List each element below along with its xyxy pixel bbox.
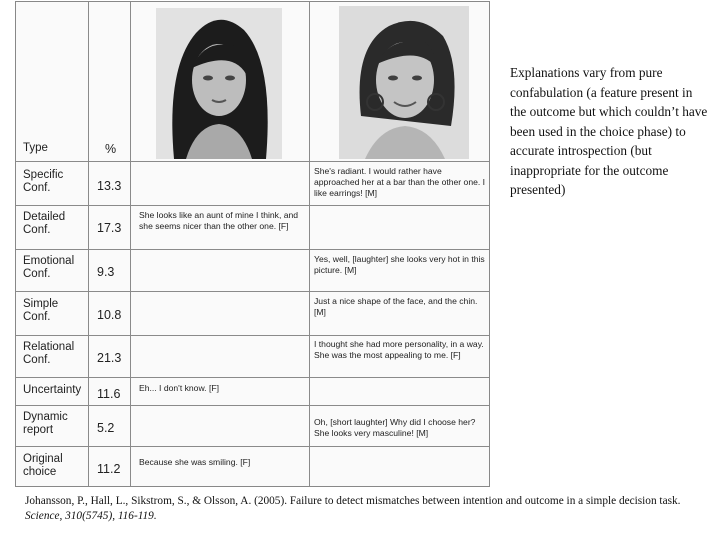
row-divider bbox=[16, 377, 489, 378]
row-left-quote: Because she was smiling. [F] bbox=[139, 457, 251, 467]
row-divider bbox=[16, 249, 489, 250]
explanation-text: Explanations vary from pure confabulation (a feature present in the outcome but which couldn’t have been used in the choice phase) to accurate introspection (but inappropriate for the outcome presented) bbox=[510, 65, 708, 197]
row-right-quote: Oh, [short laughter] Why did I choose her? She looks very masculine! [M] bbox=[314, 417, 476, 438]
row-percent: 9.3 bbox=[97, 265, 115, 279]
right-face-photo bbox=[339, 6, 469, 159]
row-right-quote: Just a nice shape of the face, and the chin. [M] bbox=[314, 296, 478, 317]
row-divider bbox=[16, 335, 489, 336]
row-divider bbox=[16, 291, 489, 292]
citation bbox=[25, 494, 705, 524]
row-percent: 10.8 bbox=[97, 308, 122, 322]
citation-authors: Johansson, P., Hall, L., Sikstrom, S., & Olsson, A. (2005). Failure to detect mismatches between intention and outcome in a simple decision task. bbox=[25, 495, 681, 507]
figure-table bbox=[15, 1, 490, 487]
row-percent: 11.2 bbox=[97, 462, 121, 476]
row-left-quote: She looks like an aunt of mine I think, and she seems nicer than the other one. [F] bbox=[139, 210, 299, 231]
row-type: Uncertainty bbox=[23, 384, 82, 396]
header-percent: % bbox=[105, 142, 117, 156]
column-divider bbox=[130, 2, 131, 486]
row-type: Emotional Conf. bbox=[23, 255, 75, 280]
row-type: Detailed Conf. bbox=[23, 211, 66, 236]
row-percent: 5.2 bbox=[97, 421, 115, 435]
row-type: Simple Conf. bbox=[23, 298, 59, 323]
column-divider bbox=[309, 2, 310, 486]
row-type: Original choice bbox=[23, 453, 63, 478]
row-left-quote: Eh... I don't know. [F] bbox=[139, 383, 219, 393]
column-divider bbox=[88, 2, 89, 486]
row-type: Dynamic report bbox=[23, 411, 68, 436]
row-divider bbox=[16, 405, 489, 406]
row-divider bbox=[16, 446, 489, 447]
left-face-photo bbox=[156, 8, 282, 159]
header-divider bbox=[16, 161, 489, 162]
row-right-quote: She's radiant. I would rather have approached her at a bar than the other one. I like earrings! [M] bbox=[314, 166, 486, 198]
row-type: Specific Conf. bbox=[23, 169, 64, 194]
row-percent: 13.3 bbox=[97, 179, 122, 193]
row-right-quote: Yes, well, [laughter] she looks very hot in this picture. [M] bbox=[314, 254, 485, 275]
citation-journal: Science, 310(5745), 116-119. bbox=[25, 510, 157, 522]
row-percent: 17.3 bbox=[97, 221, 122, 235]
row-divider bbox=[16, 205, 489, 206]
row-percent: 11.6 bbox=[97, 387, 121, 401]
header-type: Type bbox=[23, 142, 48, 154]
row-percent: 21.3 bbox=[97, 351, 122, 365]
row-type: Relational Conf. bbox=[23, 341, 75, 366]
row-right-quote: I thought she had more personality, in a way. She was the most appealing to me. [F] bbox=[314, 339, 484, 360]
